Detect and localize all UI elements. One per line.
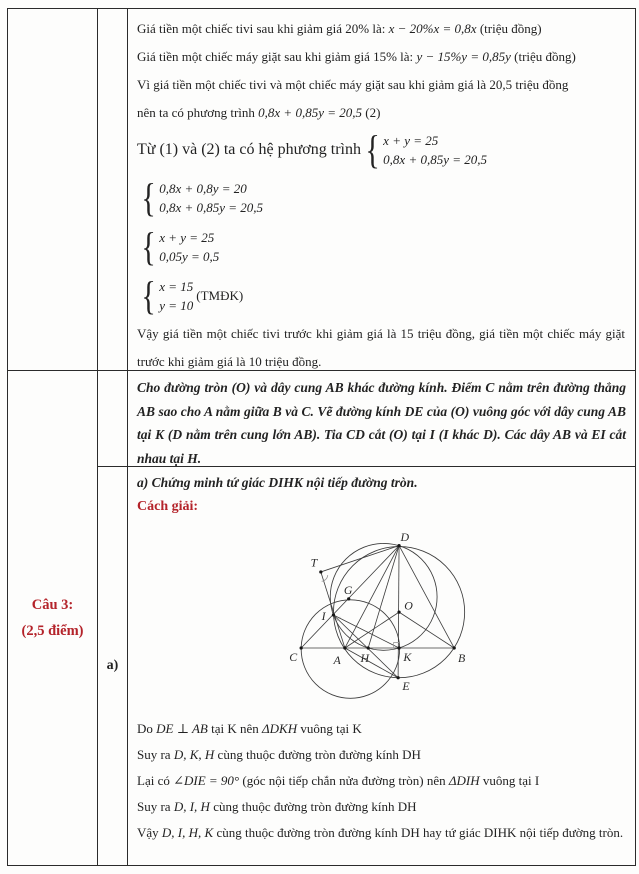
answer-table [7, 8, 636, 866]
solution-line-3 [137, 71, 625, 99]
text-run: (triệu đồng) [510, 49, 576, 64]
math-run: x − 20%x = 0,8x [388, 21, 477, 36]
text-run: Vậy [137, 825, 162, 840]
point-label-A: A [333, 652, 341, 667]
text-run: Giá tiền một chiếc tivi sau khi giảm giá 20% là: [137, 21, 389, 36]
equation-top: x + y = 25 [159, 229, 215, 245]
point-B [453, 646, 456, 649]
circle-lower-left [301, 600, 399, 698]
cell-part-a-solution [128, 467, 635, 865]
text-run: nên ta có phương trình [137, 105, 259, 120]
condition-note: (TMĐK) [196, 287, 244, 303]
point-A [343, 646, 346, 649]
solution-line-5 [137, 127, 625, 173]
cell-problem2-statement [128, 371, 635, 467]
point-label-O: O [404, 598, 413, 613]
proof-line-2 [137, 742, 625, 768]
cell-part-a-label [98, 467, 128, 865]
text-run: Từ (1) và (2) ta có hệ phương trình [137, 141, 361, 158]
math-run: ΔDKH [262, 721, 298, 736]
math-run: D, K, H [173, 747, 215, 762]
brace-symbol: { [141, 272, 156, 318]
math-run: y − 15%y = 0,85y [416, 49, 511, 64]
brace-symbol: { [141, 223, 156, 269]
cell-solution-problem1 [128, 9, 635, 371]
equation-bottom: 0,05y = 0,5 [159, 248, 220, 264]
point-O [397, 611, 400, 614]
text-run: cùng thuộc đường tròn đường kính DH hay tứ giác DIHK nội tiếp đường tròn. [213, 825, 624, 840]
text-run: (góc nội tiếp chắn nửa đường tròn) nên [239, 773, 449, 788]
diagram-circles [301, 543, 464, 698]
method-label: Cách giải: [137, 499, 199, 514]
text-run: (2) [362, 105, 381, 120]
math-run: DE ⊥ AB [156, 721, 208, 736]
cell-part-empty-2 [98, 371, 128, 467]
point-label-C: C [289, 650, 298, 665]
line-DB [399, 546, 454, 648]
text-run: (triệu đồng) [476, 21, 542, 36]
solution-line-4 [137, 99, 625, 127]
proof-line-3 [137, 768, 625, 794]
point-label-I: I [321, 609, 326, 624]
text-run: vuông tại K [297, 721, 362, 736]
point-C [300, 646, 303, 649]
point-I [332, 613, 335, 616]
math-run: D, I, H, K [161, 825, 214, 840]
point-label-H: H [360, 651, 370, 666]
proof-line-1 [137, 716, 625, 742]
geometry-diagram [270, 519, 492, 711]
text-run: vuông tại I [479, 773, 540, 788]
point-T [319, 570, 322, 573]
text-run: Suy ra [137, 747, 174, 762]
diagram-labels [289, 530, 465, 693]
equation-top: 0,8x + 0,8y = 20 [159, 180, 247, 196]
line-OA [345, 612, 399, 648]
text-run: Vậy giá tiền một chiếc tivi trước khi giảm giá là 15 triệu đồng, giá tiền một chiếc máy giặt trước khi giảm giá là 10 triệu đồng. [137, 326, 625, 369]
line-DH [368, 546, 399, 648]
part-a-heading: a) Chứng minh tứ giác DIHK nội tiếp đường tròn. [137, 475, 418, 490]
part-a-label: a) [106, 658, 119, 673]
math-run: ∠DIE = 90° [173, 773, 240, 788]
point-label-G: G [343, 583, 353, 598]
figure-container [137, 519, 625, 716]
point-H [367, 646, 370, 649]
solution-line-2 [137, 43, 625, 71]
point-G [347, 597, 350, 600]
question-score: (2,5 điểm) [21, 623, 84, 639]
math-run: D, I, H [173, 799, 210, 814]
equation-top: x + y = 25 [383, 133, 439, 148]
point-K [397, 646, 400, 649]
text-run: cùng thuộc đường tròn đường kính DH [209, 799, 417, 814]
cell-question-empty [8, 9, 98, 371]
question-number: Câu 3: [31, 597, 74, 613]
math-run: ΔDIH [448, 773, 480, 788]
text-run: Do [137, 721, 157, 736]
text-run: Vì giá tiền một chiếc tivi và một chiếc máy giặt sau khi giảm giá là 20,5 triệu đồng [137, 77, 569, 92]
text-run: Lại có [137, 773, 174, 788]
equation-system-3 [137, 222, 625, 271]
math-run: 0,8x + 0,85y = 20,5 [258, 105, 362, 120]
point-label-E: E [402, 679, 410, 694]
line-OB [399, 612, 454, 648]
point-label-D: D [400, 529, 410, 544]
point-label-K: K [403, 650, 412, 665]
proof-line-4 [137, 794, 625, 820]
cell-part-empty [98, 9, 128, 371]
point-D [397, 544, 400, 547]
equation-system-1 [363, 127, 488, 172]
cell-question-number [8, 371, 98, 865]
conclusion-paragraph [137, 320, 625, 376]
equation-system-4 [137, 271, 625, 320]
equation-bottom: 0,8x + 0,85y = 20,5 [383, 152, 488, 167]
point-E [396, 676, 399, 679]
point-label-B: B [457, 651, 466, 666]
solution-line-1 [137, 15, 625, 43]
brace-symbol: { [365, 127, 380, 172]
brace-symbol: { [141, 174, 156, 220]
point-label-T: T [310, 555, 318, 570]
equation-bottom: y = 10 [159, 297, 194, 313]
problem-statement: Cho đường tròn (O) và dây cung AB khác đường kính. Điểm C nằm trên đường thẳng AB sao cho A nằm giữa B và C. Vẽ đường kính DE của (O) vuông góc với dây cung AB tại K (D nằm trên cung lớn AB). Tia CD cắt (O) tại I (I khác D). Các dây AB và EI cắt nhau tại H. [137, 380, 626, 466]
equation-system-2 [137, 173, 625, 222]
text-run: tại K nên [207, 721, 262, 736]
text-run: Suy ra [137, 799, 174, 814]
equation-bottom: 0,8x + 0,85y = 20,5 [159, 199, 264, 215]
proof-line-5 [137, 820, 625, 846]
text-run: Giá tiền một chiếc máy giặt sau khi giảm giá 15% là: [137, 49, 417, 64]
text-run: cùng thuộc đường tròn đường kính DH [214, 747, 421, 762]
equation-top: x = 15 [159, 278, 194, 294]
